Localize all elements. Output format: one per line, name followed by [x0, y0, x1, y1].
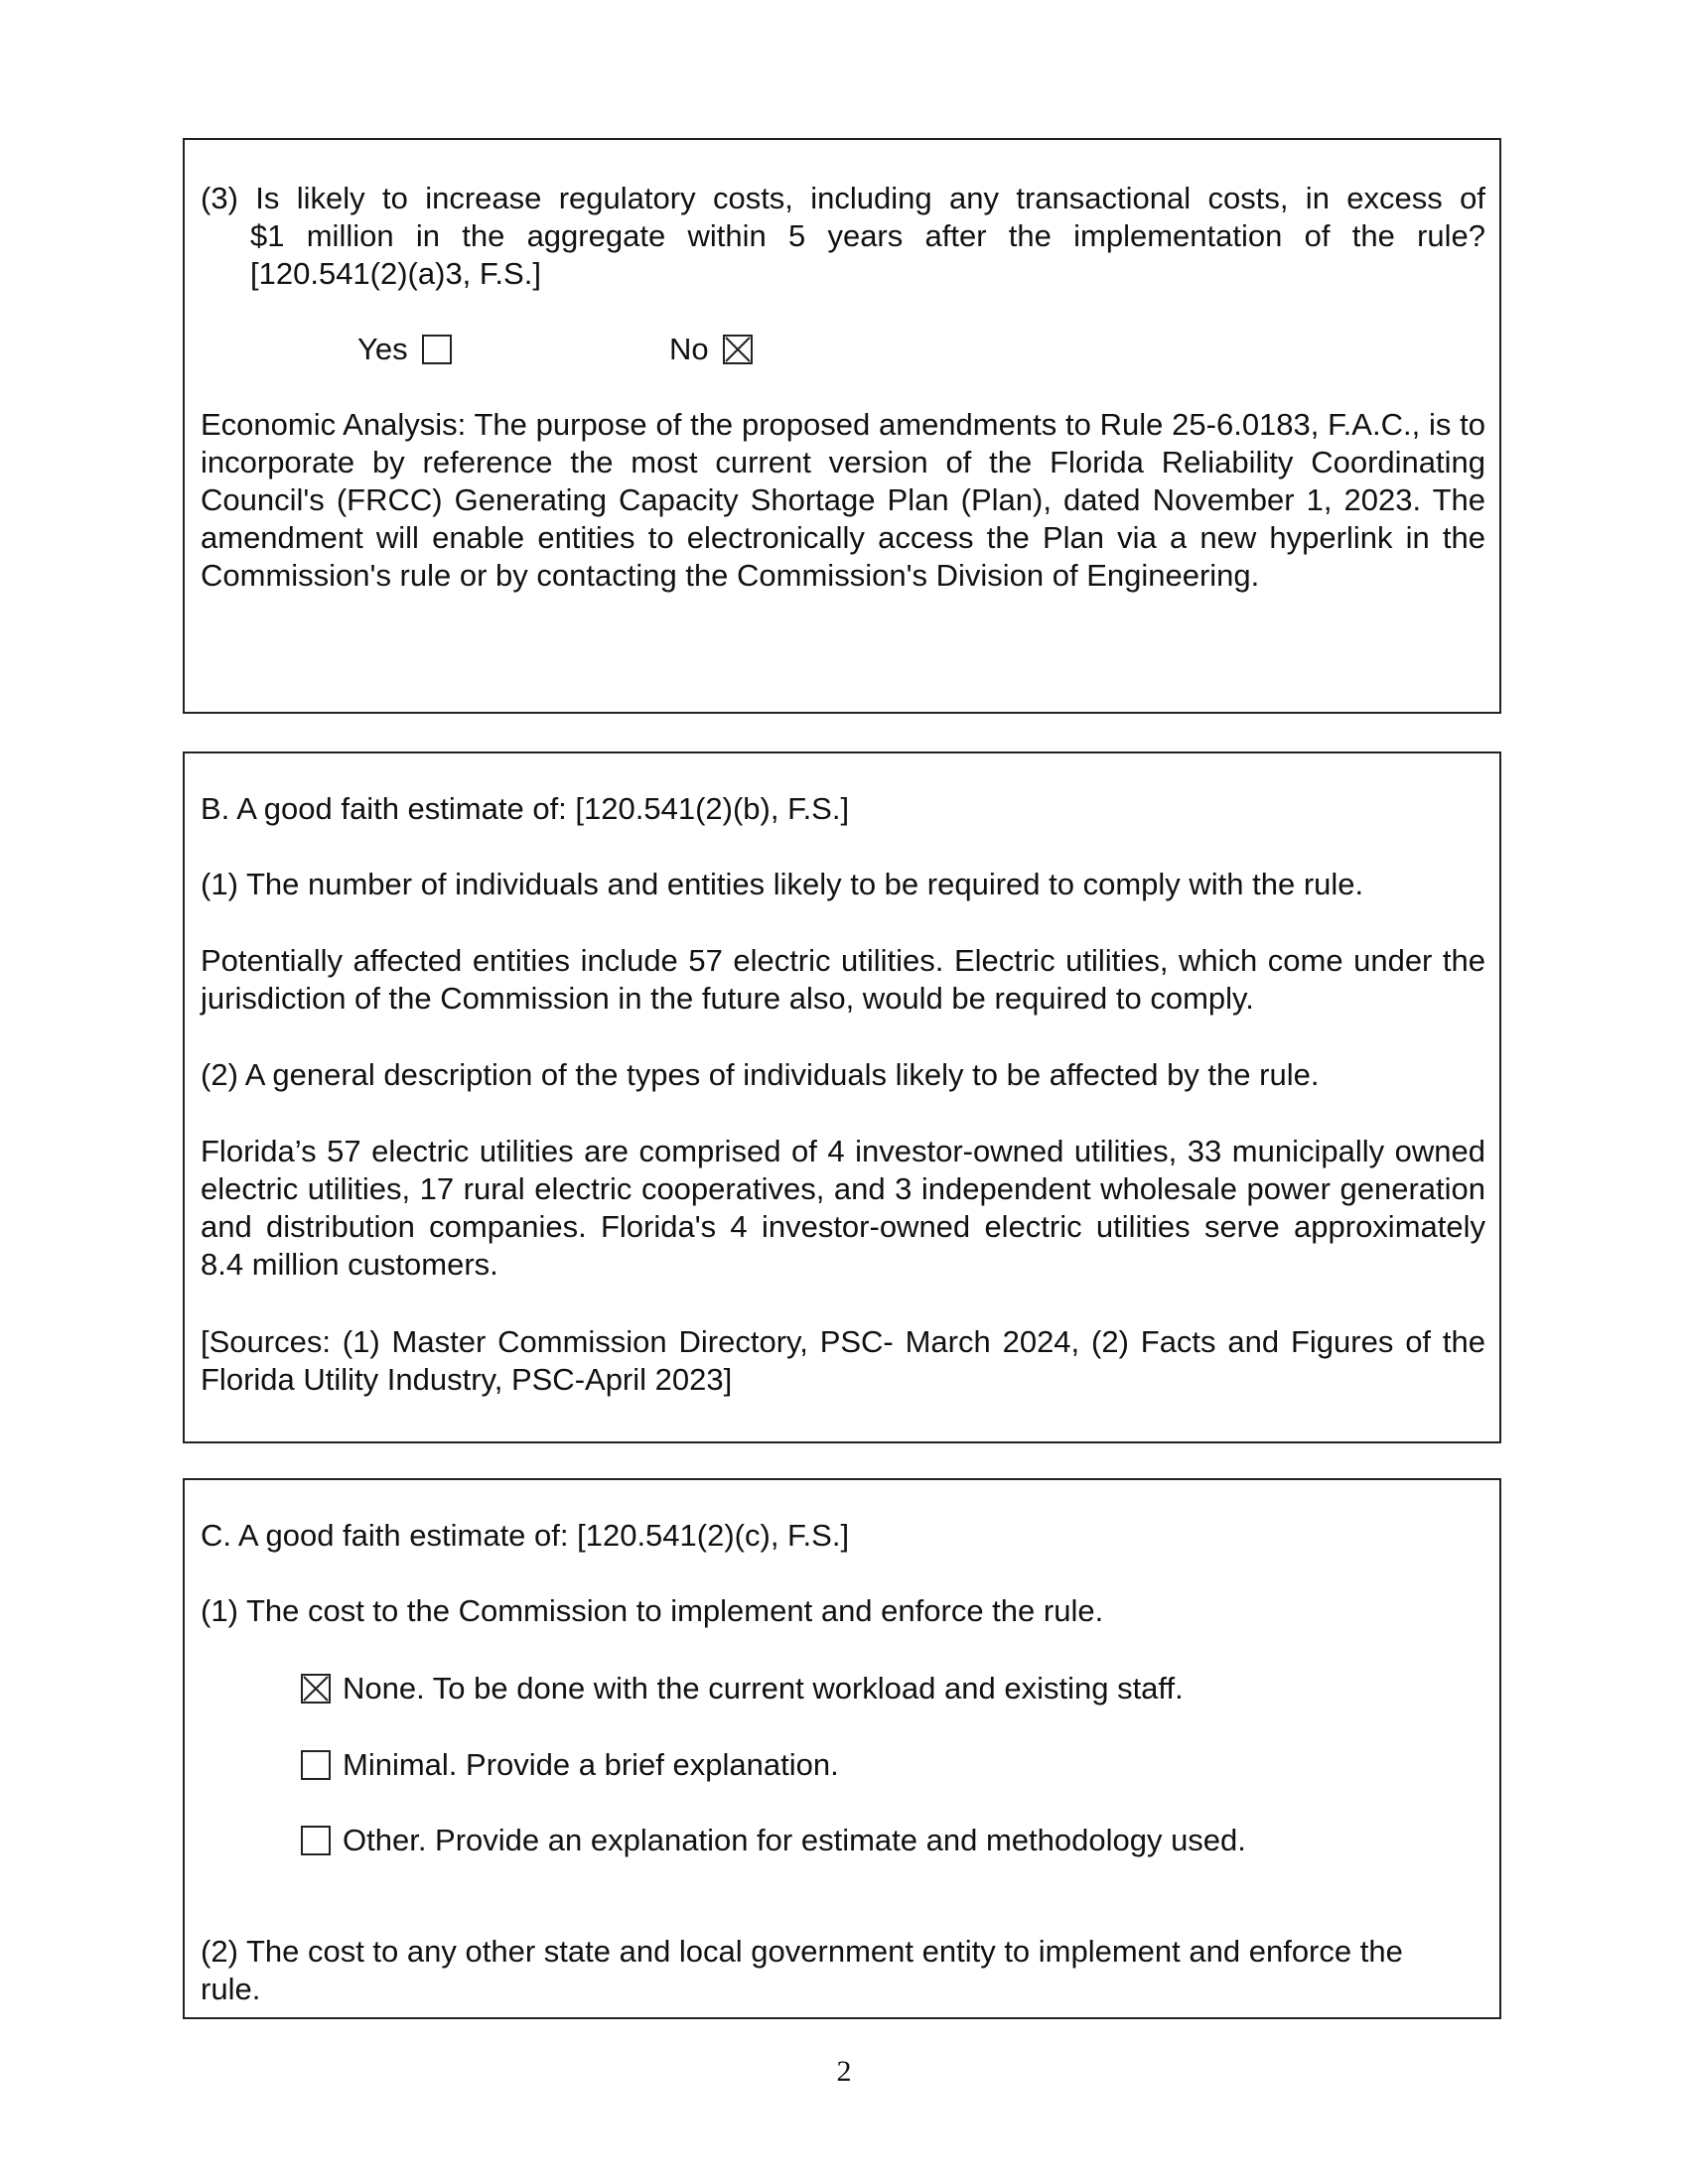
checked-x-icon — [725, 337, 751, 362]
question-3-line-3: [120.541(2)(a)3, F.S.] — [250, 256, 541, 291]
section-c-question-2: (2) The cost to any other state and local government entity to implement and enforce the rule. — [201, 1934, 1403, 2006]
option-none-checkbox[interactable] — [301, 1674, 331, 1704]
page-number: 2 — [836, 2055, 852, 2088]
question-3 — [201, 180, 1485, 293]
section-b-sources: [Sources: (1) Master Commission Directory, PSC- March 2024, (2) Facts and Figures of the Florida Utility Industry, PSC-April 2023] — [201, 1324, 1485, 1397]
option-minimal[interactable] — [301, 1746, 839, 1784]
section-a-box — [183, 138, 1501, 714]
option-none[interactable] — [301, 1670, 1184, 1707]
no-checkbox[interactable] — [723, 335, 753, 364]
option-other-checkbox[interactable] — [301, 1826, 331, 1855]
economic-analysis: Economic Analysis: The purpose of the proposed amendments to Rule 25-6.0183, F.A.C., is to incorporate by reference the most current version of the Florida Reliability Coordinating Council's (FRCC) Generating Capacity Shortage Plan (Plan), dated November 1, 2023. The amendment will enable entities to electronically access the Plan via a new hyperlink in the Commission's rule or by contacting the Commission's Division of Engineering. — [201, 407, 1485, 593]
checked-x-icon — [303, 1676, 329, 1702]
section-b-question-1: (1) The number of individuals and entities likely to be required to comply with the rule. — [201, 867, 1364, 901]
yes-option[interactable] — [357, 331, 452, 368]
no-option[interactable] — [669, 331, 753, 368]
option-other[interactable] — [301, 1822, 1246, 1859]
option-none-label: None. To be done with the current workload and existing staff. — [343, 1671, 1184, 1706]
no-label: No — [669, 332, 709, 366]
section-b-answer-2: Florida’s 57 electric utilities are comprised of 4 investor-owned utilities, 33 municipally owned electric utilities, 17 rural electric cooperatives, and 3 independent wholesale power generation and distribution companies. Florida's 4 investor-owned electric utilities serve approximately 8.4 million customers. — [201, 1134, 1485, 1282]
option-minimal-label: Minimal. Provide a brief explanation. — [343, 1747, 839, 1782]
option-other-label: Other. Provide an explanation for estimate and methodology used. — [343, 1823, 1246, 1857]
section-c-box — [183, 1478, 1501, 2019]
section-c-heading: C. A good faith estimate of: [120.541(2)(c), F.S.] — [201, 1518, 850, 1553]
section-b-question-2: (2) A general description of the types of individuals likely to be affected by the rule. — [201, 1057, 1320, 1092]
section-c-question-1: (1) The cost to the Commission to implement and enforce the rule. — [201, 1593, 1104, 1628]
option-minimal-checkbox[interactable] — [301, 1750, 331, 1780]
section-b-box — [183, 751, 1501, 1443]
question-3-line-2: $1 million in the aggregate within 5 years after the implementation of the rule? — [250, 218, 1485, 253]
yes-checkbox[interactable] — [422, 335, 452, 364]
section-b-heading: B. A good faith estimate of: [120.541(2)(b), F.S.] — [201, 791, 850, 826]
question-3-line-1: (3) Is likely to increase regulatory costs, including any transactional costs, in excess of — [201, 181, 1485, 215]
section-b-answer-1: Potentially affected entities include 57 electric utilities. Electric utilities, which come under the jurisdiction of the Commission in the future also, would be required to comply. — [201, 943, 1485, 1016]
yes-label: Yes — [357, 332, 408, 366]
